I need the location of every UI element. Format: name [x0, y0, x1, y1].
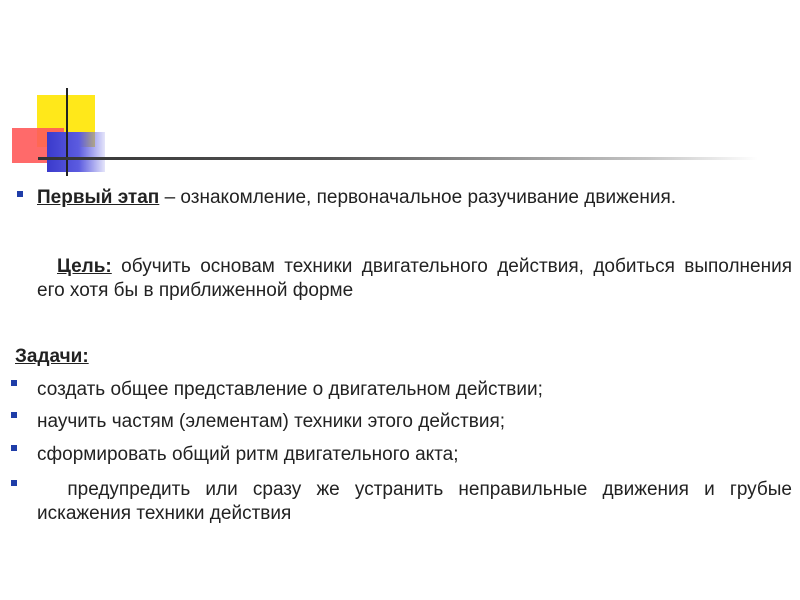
bullet-icon [11, 380, 17, 386]
goal-text: обучить основам техники двигательного действия, добиться выполнения его хотя бы в приближенной форме [37, 256, 792, 301]
task-item: предупредить или сразу же устранить неправильные движения и грубые искажения техники действия [37, 479, 798, 524]
horizontal-rule [38, 157, 758, 160]
title-decoration [0, 0, 800, 180]
stage-definition: – ознакомление, первоначальное разучивание движения. [159, 187, 677, 208]
task-item: научить частям (элементам) техники этого действия; [37, 411, 506, 432]
goal-paragraph [37, 255, 792, 303]
bullet-icon [17, 191, 23, 197]
blue-square-decoration [47, 132, 105, 172]
bullet-icon [11, 445, 17, 451]
task-item: создать общее представление о двигательном действии; [37, 379, 543, 400]
stage-line [37, 186, 797, 210]
goal-label: Цель: [57, 256, 112, 277]
tasks-heading-text: Задачи: [15, 346, 89, 367]
bullet-icon [11, 412, 17, 418]
bullet-icon [11, 480, 17, 486]
tasks-heading [15, 345, 89, 369]
vertical-rule [66, 88, 68, 176]
stage-term: Первый этап [37, 187, 160, 208]
task-item: сформировать общий ритм двигательного акта; [37, 444, 459, 465]
